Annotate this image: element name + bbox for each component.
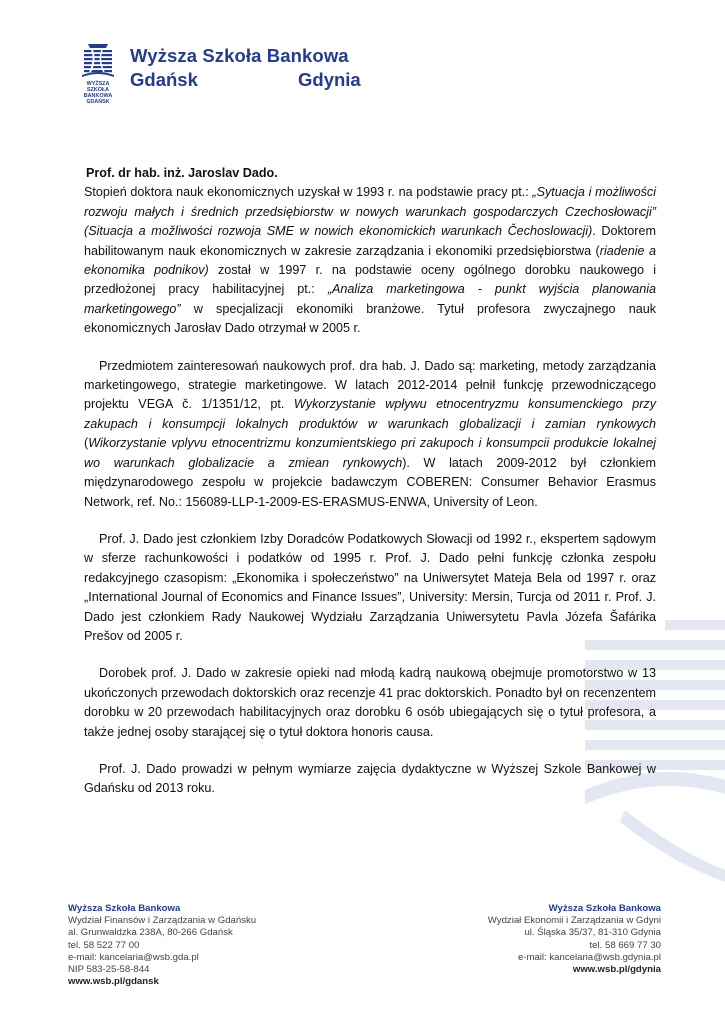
footer-phone: tel. 58 669 77 30 (589, 939, 661, 951)
footer-address: ul. Śląska 35/37, 81-310 Gdynia (524, 927, 661, 939)
document-body (86, 164, 656, 799)
paragraph-research: Przedmiotem zainteresowań naukowych prof. dra hab. J. Dado są: marketing, metody zarządzania marketingowego, strategie marketingowe. W latach 2012-2014 pełnił funkcję przewodniczącego projektu VEGA č. 1/1351/12, pt. Wykorzystanie wpływu etnocentryzmu konsumenckiego przy zakupach i konsumpcji lokalnych produktów w warunkach globalizacji i zamian rynkowych (Wikorzystanie vplyvu etnocentrizmu konzumientskiego pri zakupoch i konsumpcii produkcie lokalnej wo warunkach globalizacie a zmiean rynkowych). W latach 2009-2012 był członkiem międzynarodowego zespołu w projekcie badawczym COBEREN: Consumer Behavior Erasmus Network, ref. No.: 156089-LLP-1-2009-ES-ERASMUS-ENWA, University of Leon. (84, 358, 656, 509)
footer-nip: NIP 583-25-58-844 (68, 964, 150, 976)
footer-website-link[interactable]: www.wsb.pl/gdansk (68, 976, 159, 988)
paragraph-teaching: Prof. J. Dado prowadzi w pełnym wymiarze zajęcia dydaktyczne w Wyższej Szkole Bankowej w Gdańsku od 2013 roku. (84, 761, 656, 796)
paragraph-biography: Stopień doktora nauk ekonomicznych uzyskał w 1993 r. na podstawie pracy pt.: „Sytuacja i możliwości rozwoju małych i średnich przedsiębiorstw w nowych warunkach gospodarczych Czechosłowacji” (Situacja a možliwości rozwoja SME w nowich ekonomickich warunkach Čechoslowacji). Doktorem habilitowanym nauk ekonomicznych w zakresie zarządzania i ekonomiki przedsiębiorstwa (riadenie a ekonomika podnikov) został w 1997 r. na podstawie oceny ogólnego dorobku naukowego i przedłożonej pracy habilitacyjnej pt.: „Analiza marketingowa - punkt wyjścia planowania marketingowego” w specjalizacji ekonomiki branżowe. Tytuł profesora zwyczajnego nauk ekonomicznych Jarosłav Dado otrzymał w 2005 r. (84, 185, 657, 336)
footer-email: e-mail: kancelaria@wsb.gda.pl (68, 951, 199, 963)
footer-email: e-mail: kancelaria@wsb.gdynia.pl (517, 951, 661, 963)
footer-website-link[interactable]: www.wsb.pl/gdynia (572, 964, 661, 976)
footer-gdansk (68, 903, 256, 988)
footer-gdynia (488, 903, 661, 976)
university-logo (74, 42, 374, 108)
footer-faculty: Wydział Ekonomii i Zarządzania w Gdyni (487, 915, 661, 927)
footer-org-name: Wyższa Szkoła Bankowa (548, 903, 661, 914)
logo-title: Wyższa Szkoła Bankowa (130, 45, 349, 66)
footer-phone: tel. 58 522 77 00 (68, 939, 140, 951)
footer-faculty: Wydział Finansów i Zarządzania w Gdańsku (68, 915, 257, 927)
footer-org-name: Wyższa Szkoła Bankowa (68, 903, 181, 914)
person-name: Prof. dr hab. inż. Jaroslav Dado. (86, 166, 278, 180)
footer-address: al. Grunwaldzka 238A, 80-266 Gdańsk (68, 927, 233, 939)
paragraph-memberships: Prof. J. Dado jest członkiem Izby Doradców Podatkowych Słowacji od 1992 r., ekspertem sądowym w sferze rachunkowości i podatków od 1995 r. Prof. J. Dado pełni funkcję członka zespołu redakcyjnego czasopism: „Ekonomika i społeczeństwo” na Uniwersytet Mateja Bela od 1997 r. oraz „International Journal of Economics and Finance Issues”, University: Mersin, Turcja od 2011 r. Prof. J. Dado jest członkiem Rady Naukowej Wydziału Zarządzania Uniwersytetu Pavla Józefa Šafárika Prešov od 2005 r. (84, 531, 656, 643)
paragraph-supervision: Dorobek prof. J. Dado w zakresie opieki nad młodą kadrą naukową obejmuje promotorstwo w 13 ukończonych przewodach doktorskich oraz recenzje 41 prac doktorskich. Ponadto był on recenzentem dorobku w 20 przewodach habilitacyjnych oraz dorobku 6 osób ubiegających się o tytuł profesora, a także jednej osoby starającej się o tytuł doktora honoris causa. (84, 666, 656, 739)
logo-small-text: WYŻSZA SZKOŁA BANKOWA GDAŃSK (83, 81, 113, 105)
logo-city-gdansk: Gdańsk (130, 69, 198, 90)
logo-city-gdynia: Gdynia (298, 69, 361, 90)
